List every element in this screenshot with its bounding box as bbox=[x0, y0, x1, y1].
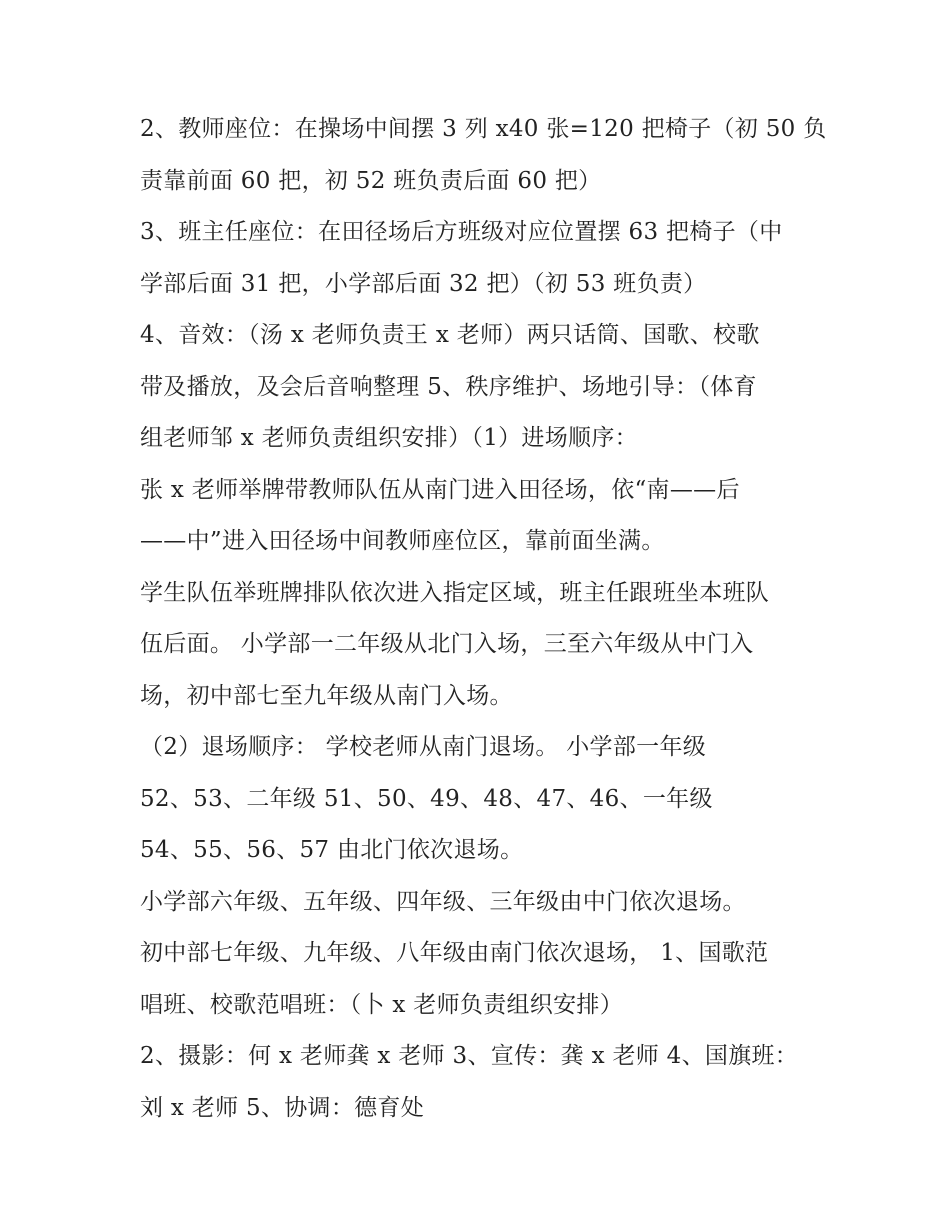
document-line-20: 刘 x 老师 5、协调：德育处 bbox=[140, 1094, 425, 1121]
document-line-8: 张 x 老师举牌带教师队伍从南门进入田径场，依“南——后 bbox=[140, 476, 740, 503]
document-line-4: 学部后面 31 把，小学部后面 32 把）（初 53 班负责） bbox=[140, 270, 707, 297]
document-line-5: 4、音效：（汤 x 老师负责王 x 老师）两只话筒、国歌、校歌 bbox=[140, 322, 760, 348]
document-line-13: （2）退场顺序： 学校老师从南门退场。 小学部一年级 bbox=[140, 734, 707, 760]
document-line-15: 54、55、56、57 由北门依次退场。 bbox=[140, 837, 524, 863]
document-line-12: 场，初中部七至九年级从南门入场。 bbox=[140, 682, 513, 709]
document-line-9: ——中”进入田径场中间教师座位区，靠前面坐满。 bbox=[140, 528, 665, 554]
document-line-19: 2、摄影：何 x 老师龚 x 老师 3、宣传：龚 x 老师 4、国旗班： bbox=[140, 1043, 799, 1069]
document-line-3: 3、班主任座位：在田径场后方班级对应位置摆 63 把椅子（中 bbox=[140, 219, 783, 245]
document-line-7: 组老师邹 x 老师负责组织安排）（1）进场顺序： bbox=[140, 425, 638, 451]
document-line-10: 学生队伍举班牌排队依次进入指定区域，班主任跟班坐本班队 bbox=[140, 579, 770, 606]
document-line-17: 初中部七年级、九年级、八年级由南门依次退场， 1、国歌范 bbox=[140, 940, 769, 966]
document-line-1: 2、教师座位：在操场中间摆 3 列 x40 张=120 把椅子（初 50 负 bbox=[140, 116, 827, 142]
document-line-18: 唱班、校歌范唱班：（卜 x 老师负责组织安排） bbox=[140, 991, 623, 1018]
document-body bbox=[140, 104, 827, 1134]
document-line-2: 责靠前面 60 把，初 52 班负责后面 60 把） bbox=[140, 167, 602, 194]
document-line-11: 伍后面。 小学部一二年级从北门入场，三至六年级从中门入 bbox=[140, 631, 754, 657]
document-line-16: 小学部六年级、五年级、四年级、三年级由中门依次退场。 bbox=[140, 888, 746, 915]
document-line-6: 带及播放，及会后音响整理 5、秩序维护、场地引导：（体育 bbox=[140, 373, 757, 400]
document-line-14: 52、53、二年级 51、50、49、48、47、46、一年级 bbox=[140, 785, 713, 812]
